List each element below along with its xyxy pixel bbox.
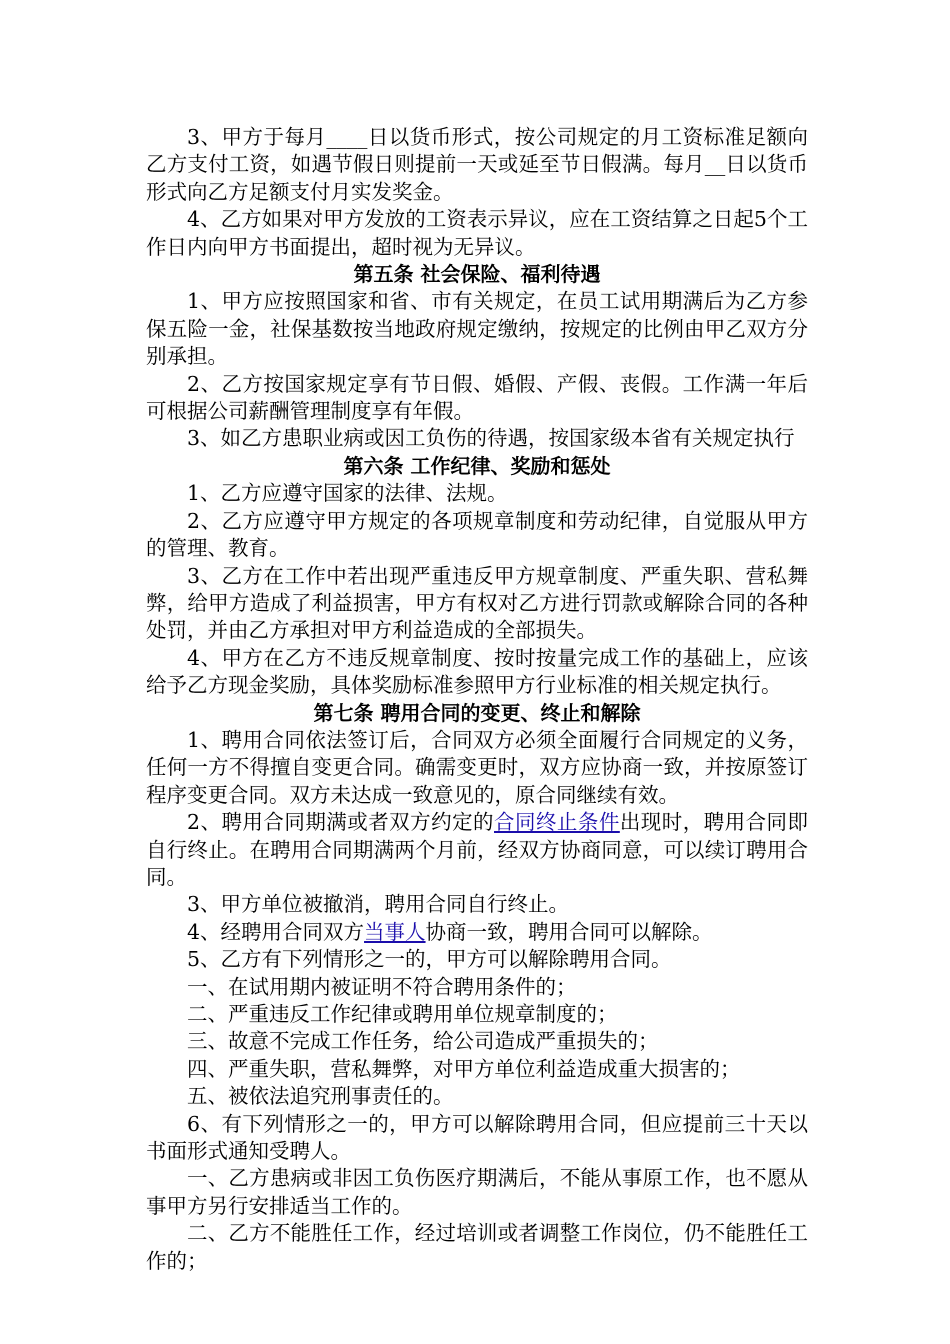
clause-text: 协商一致，聘用合同可以解除。 bbox=[425, 919, 713, 944]
document-page bbox=[146, 124, 808, 1275]
article-6-clause-3: 3、乙方在工作中若出现严重违反甲方规章制度、严重失职、营私舞弊，给甲方造成了利益损害，甲方有权对乙方进行罚款或解除合同的各种处罚，并由乙方承担对甲方利益造成的全部损失。 bbox=[146, 563, 808, 643]
wage-clause-3: 3、甲方于每月____日以货币形式，按公司规定的月工资标准足额向乙方支付工资，如遇节假日则提前一天或延至节日假满。每月__日以货币形式向乙方足额支付月实发奖金。 bbox=[146, 125, 808, 204]
list-item: 一、在试用期内被证明不符合聘用条件的； bbox=[187, 974, 577, 999]
article-6-clause-1: 1、乙方应遵守国家的法律、法规。 bbox=[187, 481, 508, 506]
list-item: 二、严重违反工作纪律或聘用单位规章制度的； bbox=[187, 1002, 618, 1026]
clause-text: 4、经聘用合同双方 bbox=[187, 919, 365, 944]
clause-text: 2、聘用合同期满或者双方约定的 bbox=[187, 810, 495, 835]
article-5-clause-3: 3、如乙方患职业病或因工负伤的待遇，按国家级本省有关规定执行 bbox=[187, 426, 795, 451]
article-5-heading: 第五条 社会保险、福利待遇 bbox=[353, 262, 601, 287]
contract-termination-link[interactable]: 合同终止条件 bbox=[494, 810, 620, 835]
article-7-clause-1: 1、聘用合同依法签订后，合同双方必须全面履行合同规定的义务，任何一方不得擅自变更合同。确需变更时，双方应协商一致，并按原签订程序变更合同。双方未达成一致意见的，原合同继续有效。 bbox=[146, 727, 808, 807]
list-item: 三、故意不完成工作任务，给公司造成严重损失的； bbox=[187, 1029, 659, 1054]
article-7-clause-2 bbox=[146, 809, 808, 891]
article-7-clause-3: 3、甲方单位被撤消，聘用合同自行终止。 bbox=[187, 892, 570, 917]
party-link[interactable]: 当事人 bbox=[364, 919, 426, 944]
clause-text: 出现时，聘用合同即自行终止。在聘用合同期满两个月前，经双方协商同意，可以续订聘用合同。 bbox=[146, 810, 809, 889]
article-7-heading: 第七条 聘用合同的变更、终止和解除 bbox=[313, 700, 641, 725]
article-7-clause-4 bbox=[146, 919, 808, 946]
article-6-heading: 第六条 工作纪律、奖励和惩处 bbox=[343, 453, 611, 478]
article-7-clause-5: 5、乙方有下列情形之一的，甲方可以解除聘用合同。 bbox=[187, 947, 672, 972]
list-item: 四、严重失职，营私舞弊，对甲方单位利益造成重大损害的； bbox=[187, 1056, 741, 1081]
article-7-clause-6: 6、有下列情形之一的，甲方可以解除聘用合同，但应提前三十天以书面形式通知受聘人。 bbox=[146, 1111, 808, 1164]
article-5-clause-1: 1、甲方应按照国家和省、市有关规定，在员工试用期满后为乙方参保五险一金，社保基数按当地政府规定缴纳，按规定的比例由甲乙双方分别承担。 bbox=[146, 289, 808, 369]
article-6-clause-4: 4、甲方在乙方不违反规章制度、按时按量完成工作的基础上，应该给予乙方现金奖励，具体奖励标准参照甲方行业标准的相关规定执行。 bbox=[146, 645, 808, 698]
list-item: 二、乙方不能胜任工作，经过培训或者调整工作岗位，仍不能胜任工作的； bbox=[146, 1221, 808, 1273]
wage-clause-4: 4、乙方如果对甲方发放的工资表示异议，应在工资结算之日起5个工作日内向甲方书面提出，超时视为无异议。 bbox=[146, 207, 808, 259]
article-6-clause-2: 2、乙方应遵守甲方规定的各项规章制度和劳动纪律，自觉服从甲方的管理、教育。 bbox=[146, 508, 808, 561]
list-item: 五、被依法追究刑事责任的。 bbox=[187, 1084, 454, 1109]
article-5-clause-2: 2、乙方按国家规定享有节日假、婚假、产假、丧假。工作满一年后可根据公司薪酬管理制度享有年假。 bbox=[146, 371, 808, 424]
list-item: 一、乙方患病或非因工负伤医疗期满后，不能从事原工作，也不愿从事甲方另行安排适当工作的。 bbox=[146, 1166, 808, 1218]
